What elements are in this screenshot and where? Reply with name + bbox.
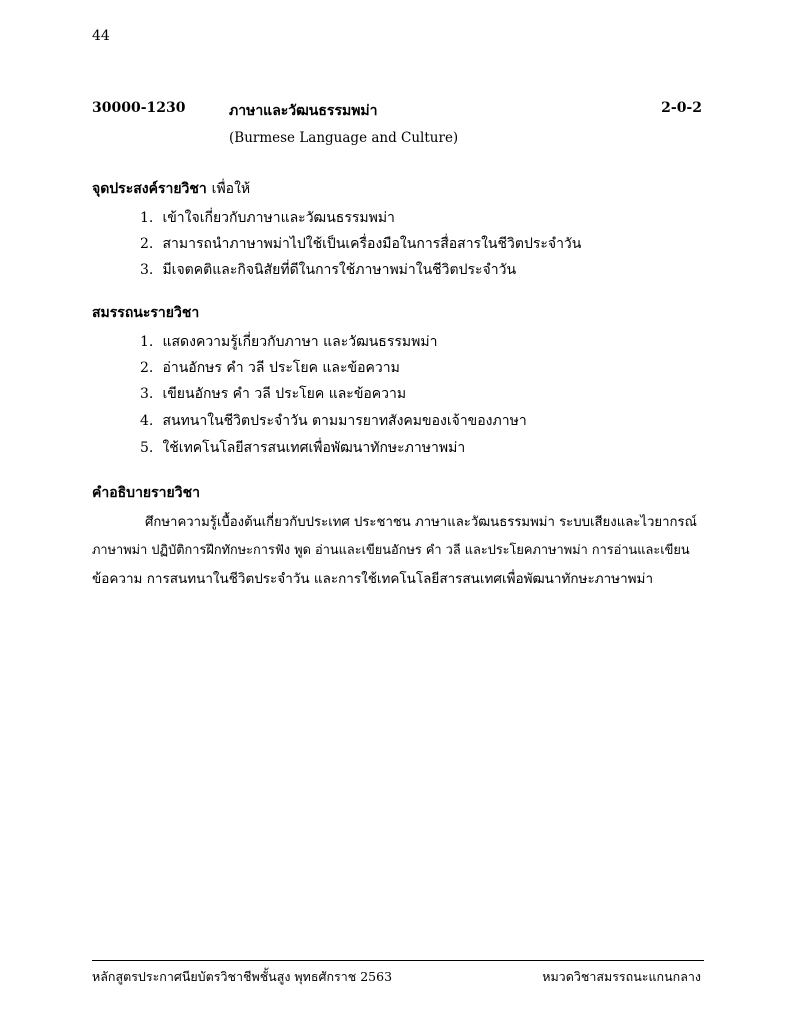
course-credit: 2-0-2 xyxy=(661,100,702,116)
objective-number: 1. xyxy=(140,210,154,226)
competency-number: 3. xyxy=(140,386,154,402)
description-line: ข้อความ การสนทนาในชีวิตประจำวัน และการใช้เทคโนโลยีสารสนเทศเพื่อพัฒนาทักษะภาษาพม่า xyxy=(92,571,654,587)
competency-number: 2. xyxy=(140,360,154,376)
objectives-heading xyxy=(92,178,250,200)
competency-text: ใช้เทคโนโลยีสารสนเทศเพื่อพัฒนาทักษะภาษาพม่า xyxy=(162,440,466,456)
objective-item xyxy=(140,207,395,229)
objectives-heading-suffix: เพื่อให้ xyxy=(211,181,251,197)
objective-text: มีเจตคติและกิจนิสัยที่ดีในการใช้ภาษาพม่าในชีวิตประจำวัน xyxy=(162,262,517,278)
competency-number: 1. xyxy=(140,334,154,350)
competency-text: อ่านอักษร คำ วลี ประโยค และข้อความ xyxy=(162,360,400,376)
description-heading xyxy=(92,482,200,504)
page-number: 44 xyxy=(92,28,110,44)
footer-left-text: หลักสูตรประกาศนียบัตรวิชาชีพชั้นสูง พุทธศักราช 2563 xyxy=(92,969,393,984)
competencies-heading-label: สมรรถนะรายวิชา xyxy=(92,305,200,321)
competency-item xyxy=(140,383,406,405)
objective-text: สามารถนำภาษาพม่าไปใช้เป็นเครื่องมือในการสื่อสารในชีวิตประจำวัน xyxy=(162,236,582,252)
course-name: ภาษาและวัฒนธรรมพม่า xyxy=(229,103,378,119)
competency-item xyxy=(140,331,437,353)
objectives-heading-label: จุดประสงค์รายวิชา xyxy=(92,181,207,197)
footer-right-text: หมวดวิชาสมรรถนะแกนกลาง xyxy=(542,969,701,984)
objective-item xyxy=(140,233,581,255)
course-code: 30000-1230 xyxy=(92,100,186,116)
competencies-heading xyxy=(92,302,199,324)
competency-text: สนทนาในชีวิตประจำวัน ตามมารยาทสังคมของเจ้าของภาษา xyxy=(162,413,527,429)
objective-text: เข้าใจเกี่ยวกับภาษาและวัฒนธรรมพม่า xyxy=(162,210,395,226)
competency-text: แสดงความรู้เกี่ยวกับภาษา และวัฒนธรรมพม่า xyxy=(162,334,438,350)
description-line: ภาษาพม่า ปฏิบัติการฝึกทักษะการฟัง พูด อ่านและเขียนอักษร คำ วลี และประโยคภาษาพม่า การอ่านและเขียน xyxy=(92,543,690,558)
course-subtitle: (Burmese Language and Culture) xyxy=(229,130,459,146)
description-line: ศึกษาความรู้เบื้องต้นเกี่ยวกับประเทศ ประชาชน ภาษาและวัฒนธรรมพม่า ระบบเสียงและไวยากรณ์ xyxy=(145,515,697,530)
objective-item xyxy=(140,259,516,281)
description-heading-label: คำอธิบายรายวิชา xyxy=(92,485,200,501)
footer-divider xyxy=(92,960,704,961)
competency-item xyxy=(140,437,465,459)
competency-text: เขียนอักษร คำ วลี ประโยค และข้อความ xyxy=(162,386,407,402)
competency-number: 4. xyxy=(140,413,154,429)
competency-item xyxy=(140,410,527,432)
competency-item xyxy=(140,357,400,379)
competency-number: 5. xyxy=(140,440,154,456)
objective-number: 3. xyxy=(140,262,154,278)
objective-number: 2. xyxy=(140,236,154,252)
course-header xyxy=(92,100,702,122)
